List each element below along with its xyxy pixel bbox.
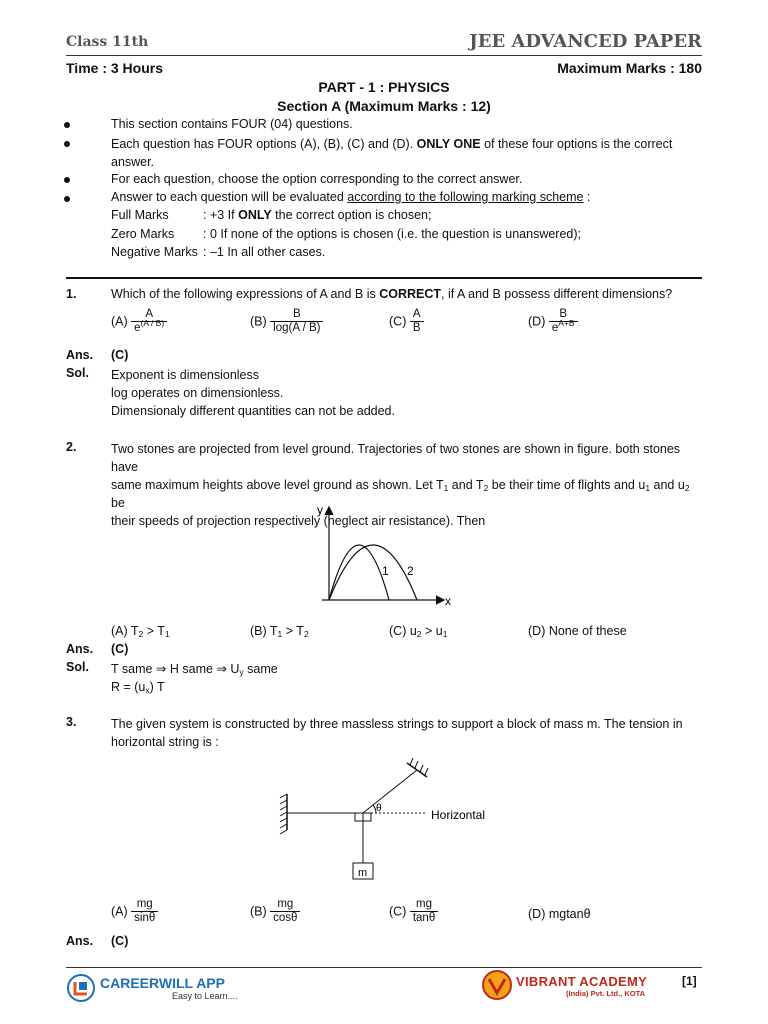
q2-option-d[interactable]: (D) None of these [528,624,627,638]
q2-option-c[interactable]: (C) $u_2 > u_1$ [389,624,448,639]
bullet-icon [64,196,70,202]
section-divider [66,277,702,279]
q1-option-c[interactable]: (C) $\frac{A}{B}$ [389,308,424,335]
vibrant-brand: VIBRANT ACADEMY [516,974,648,989]
q3-option-a[interactable]: (A) $\frac{mg}{\sin\theta}$ [111,898,158,925]
careerwill-brand: CAREERWILL APP [100,975,225,991]
q2-option-b[interactable]: (B) $T_1 > T_2$ [250,624,309,639]
instruction-2: Each question has FOUR options (A), (B), (C) and (D). ONLY ONE of these four options is the correct answer. [111,137,673,169]
q1-number: 1. [66,287,77,301]
string-system-figure [270,758,500,888]
page-number: [1] [682,974,697,988]
q3-option-b[interactable]: (B) $\frac{mg}{\cos\theta}$ [250,898,300,925]
class-label: Class 11th [66,34,149,50]
max-marks: Maximum Marks : 180 [557,60,702,76]
full-marks-label: Full Marks [111,208,169,222]
q1-sol-label: Sol. [66,366,89,380]
q3-option-d[interactable]: (D) mgtanθ [528,907,591,921]
zero-marks-label: Zero Marks [111,227,175,241]
q3-option-c[interactable]: (C) $\frac{mg}{\tan\theta}$ [389,898,438,925]
header-rule [66,55,702,56]
vibrant-subtitle: (India) Pvt. Ltd., KOTA [566,989,646,998]
paper-title: JEE ADVANCED PAPER [469,31,702,52]
vibrant-logo-icon [481,969,513,1001]
zero-marks-text: : 0 If none of the options is chosen (i.e. the question is unanswered); [203,227,582,241]
bullet-icon [64,177,70,183]
q2-text: Two stones are projected from level ground. Trajectories of two stones are shown in figure. both stones have same maximum heights above level ground as shown. Let $T_1$ and $T_2$ be their time of flights and $u_1$ and $u_2$ be their speeds of projection respectively (neglect air resistance). Then [111,442,690,528]
q2-solution: T same ⇒ H same ⇒ $U_y$ same $R = (u_x)$ T [111,662,278,695]
negative-marks-label: Negative Marks [111,245,198,259]
part-title: PART - 1 : PHYSICS [318,79,450,95]
q1-text: Which of the following expressions of A and B is CORRECT, if A and B possess different dimensions? [111,287,673,301]
q3-ans-label: Ans. [66,934,94,948]
curve-2-label: 2 [407,564,414,578]
q1-solution: Exponent is dimensionless log operates on dimensionless. Dimensionaly different quantities can not be added. [111,368,395,418]
bullet-icon [64,141,70,147]
y-axis-label: y [317,503,323,517]
careerwill-tagline: Easy to Learn.... [172,991,238,1001]
trajectory-2 [329,545,417,600]
negative-marks-text: : –1 In all other cases. [203,245,326,259]
mass-label: m [358,867,368,879]
trajectory-1 [329,545,389,600]
q3-answer: (C) [111,934,129,948]
q3-text: The given system is constructed by three massless strings to support a block of mass m. The tension in horizontal string is : [111,717,683,749]
q2-number: 2. [66,440,77,454]
instruction-4: Answer to each question will be evaluated according to the following marking scheme : [111,190,591,204]
q1-option-b[interactable]: (B) $\frac{B}{\log(A / B)}$ [250,308,323,335]
horizontal-label: Horizontal [431,808,486,822]
trajectory-figure [300,500,460,612]
x-axis-label: x [445,594,451,608]
q2-answer: (C) [111,642,129,656]
careerwill-logo-icon [66,973,96,1003]
footer-rule [66,967,702,968]
q1-answer: (C) [111,348,129,362]
q2-option-a[interactable]: (A) $T_2 > T_1$ [111,624,170,639]
q3-number: 3. [66,715,77,729]
theta-label: θ [376,803,382,814]
instruction-1: This section contains FOUR (04) questions. [111,117,353,131]
section-title: Section A (Maximum Marks : 12) [277,98,491,114]
q2-sol-label: Sol. [66,660,89,674]
bullet-icon [64,122,70,128]
q2-ans-label: Ans. [66,642,94,656]
full-marks-text: : +3 If ONLY the correct option is chosen; [203,208,432,222]
q1-option-a[interactable]: (A) $\frac{A}{e^{(A / B)}}$ [111,308,167,335]
curve-1-label: 1 [382,564,389,578]
time-label: Time : 3 Hours [66,60,163,76]
q1-option-d[interactable]: (D) $\frac{B}{e^{A+B}}$ [528,308,578,335]
instruction-3: For each question, choose the option corresponding to the correct answer. [111,172,523,186]
q1-ans-label: Ans. [66,348,94,362]
